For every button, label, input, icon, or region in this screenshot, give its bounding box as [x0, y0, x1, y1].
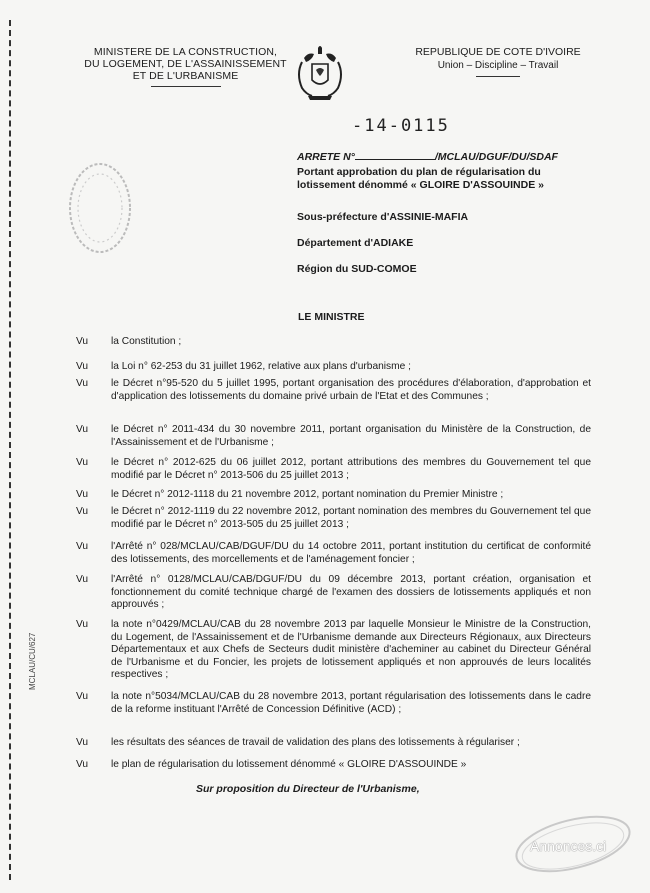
ministry-line-2: DU LOGEMENT, DE L'ASSAINISSEMENT: [84, 58, 287, 70]
republic-header: [398, 46, 598, 77]
vu-text: le Décret n° 2012-1119 du 22 novembre 2012, portant nomination des membres du Gouvernement tel que modifié par le Décret n° 2013-505 du 25 juillet 2013 ;: [111, 506, 591, 530]
republic-motto: Union – Discipline – Travail: [437, 60, 559, 71]
departement: Département d'ADIAKE: [297, 237, 414, 249]
arrete-number-blank: [355, 150, 435, 160]
arrete-reference: [297, 150, 597, 164]
vu-label: Vu: [76, 737, 89, 748]
republic-title: REPUBLIQUE DE COTE D'IVOIRE: [415, 46, 581, 58]
vu-text: le Décret n° 2012-1118 du 21 novembre 2012, portant nomination du Premier Ministre ;: [111, 489, 504, 500]
sous-prefecture: Sous-préfecture d'ASSINIE-MAFIA: [297, 211, 469, 223]
arrete-ref-prefix: ARRETE N°: [297, 151, 355, 163]
vu-label: Vu: [76, 541, 89, 552]
ministry-line-1: MINISTERE DE LA CONSTRUCTION,: [93, 46, 278, 58]
vu-text: l'Arrêté n° 028/MCLAU/CAB/DGUF/DU du 14 octobre 2011, portant institution du certificat de conformité des lotissements, des morcellements et de l'aménagement foncier ;: [111, 541, 591, 565]
vu-text: le Décret n° 2011-434 du 30 novembre 2011, portant organisation du Ministère de la Construction, de l'Assainissement et de l'Urbanisme ;: [111, 424, 591, 448]
round-stamp: [66, 160, 134, 256]
minister-heading: LE MINISTRE: [298, 311, 365, 323]
vu-label: Vu: [76, 691, 89, 702]
arrete-ref-suffix: /MCLAU/DGUF/DU/SDAF: [434, 151, 558, 163]
ministry-underline: [151, 86, 221, 87]
handwritten-number: -14-0115: [352, 116, 450, 136]
vu-label: Vu: [76, 619, 89, 630]
region: Région du SUD-COMOE: [297, 263, 417, 275]
vu-text: le Décret n°95-520 du 5 juillet 1995, portant organisation des procédures d'élaboration, d'approbation et d'application des lotissements du domaine privé urbain de l'Etat et des Communes ;: [111, 378, 591, 402]
vu-label: Vu: [76, 506, 89, 517]
binding-holes: [9, 20, 21, 880]
arrete-object: Portant approbation du plan de régularisation du lotissement dénommé « GLOIRE D'ASSOUINDE »: [297, 166, 544, 191]
vu-text: les résultats des séances de travail de validation des plans des lotissements à régulariser ;: [111, 737, 520, 748]
vu-text: le plan de régularisation du lotissement dénommé « GLOIRE D'ASSOUINDE »: [111, 759, 467, 770]
vu-text: la Constitution ;: [111, 336, 182, 347]
proposal-line: Sur proposition du Directeur de l'Urbanisme,: [196, 783, 420, 795]
vu-text: le Décret n° 2012-625 du 06 juillet 2012, portant attributions des membres du Gouvernement tel que modifié par le Décret n° 2013-506 du 25 juillet 2013 ;: [111, 457, 591, 481]
ministry-header: [78, 46, 293, 87]
vu-label: Vu: [76, 759, 89, 770]
arrete-block: [297, 150, 597, 192]
vu-label: Vu: [76, 361, 89, 372]
vu-label: Vu: [76, 336, 89, 347]
republic-underline: [476, 76, 520, 77]
ministry-line-3: ET DE L'URBANISME: [132, 70, 239, 82]
watermark-text: Annonces.ci: [530, 838, 607, 854]
vu-label: Vu: [76, 574, 89, 585]
margin-note: MCLAU/CU/627: [28, 632, 37, 690]
vu-label: Vu: [76, 489, 89, 500]
vu-text: la Loi n° 62-253 du 31 juillet 1962, relative aux plans d'urbanisme ;: [111, 361, 411, 372]
vu-label: Vu: [76, 457, 89, 468]
vu-label: Vu: [76, 378, 89, 389]
vu-label: Vu: [76, 424, 89, 435]
coat-of-arms-icon: [292, 44, 348, 104]
vu-text: l'Arrêté n° 0128/MCLAU/CAB/DGUF/DU du 09 décembre 2013, portant création, organisation et fonctionnement du comité technique chargé de l'examen des dossiers de lotissements appliqués et non approuvés ;: [111, 574, 591, 611]
vu-text: la note n°0429/MCLAU/CAB du 28 novembre 2013 par laquelle Monsieur le Ministre de la Construction, du Logement, de l'Assainissement et de l'Urbanisme demande aux Directeurs Régionaux, aux Directeurs Départementaux et aux Chefs de Secteurs dudit ministère d'acheminer au cabinet du Directeur Général de l'Urbanisme et du Foncier, les projets de lotissement appliqués et non approuvés de leurs localités respectives ;: [111, 619, 591, 681]
vu-text: la note n°5034/MCLAU/CAB du 28 novembre 2013, portant régularisation des lotissements dans le cadre de la reforme instituant l'Arrêté de Concession Définitive (ACD) ;: [111, 691, 591, 715]
